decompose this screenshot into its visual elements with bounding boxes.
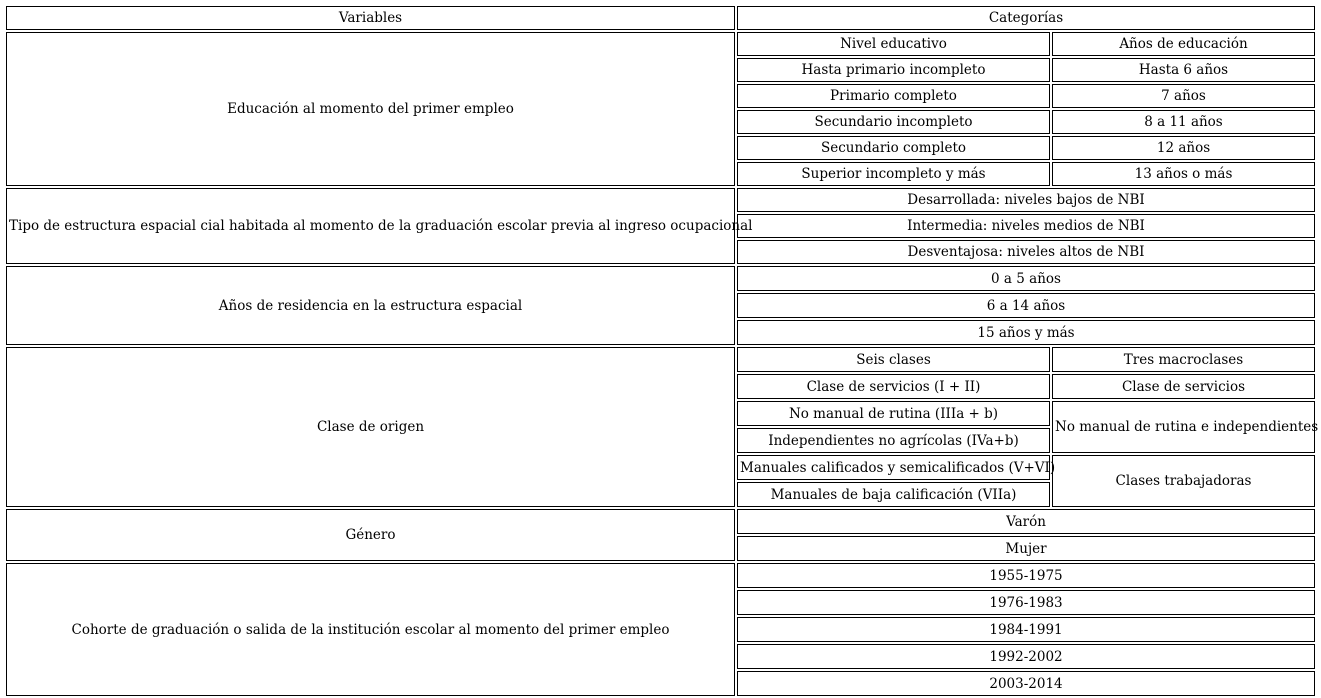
table-cell: 2003-2014 bbox=[737, 671, 1315, 696]
table-cell: 1976-1983 bbox=[737, 590, 1315, 615]
table-cell: No manual de rutina (IIIa + b) bbox=[737, 401, 1050, 426]
table-cell: Secundario incompleto bbox=[737, 110, 1050, 134]
variable-clase: Clase de origen bbox=[6, 347, 735, 507]
table-cell: Mujer bbox=[737, 536, 1315, 561]
header-variables: Variables bbox=[6, 6, 735, 30]
variable-estructura: Tipo de estructura espacial cial habitada al momento de la graduación escolar previa al ingreso ocupacional bbox=[6, 188, 735, 264]
table-cell: 1984-1991 bbox=[737, 617, 1315, 642]
table-cell: Varón bbox=[737, 509, 1315, 534]
table-cell: Primario completo bbox=[737, 84, 1050, 108]
table-row bbox=[6, 266, 1315, 291]
variable-genero: Género bbox=[6, 509, 735, 561]
table-cell: Desarrollada: niveles bajos de NBI bbox=[737, 188, 1315, 212]
table-cell: Intermedia: niveles medios de NBI bbox=[737, 214, 1315, 238]
variables-table bbox=[4, 4, 1317, 698]
table-cell: 1992-2002 bbox=[737, 644, 1315, 669]
table-cell: Secundario completo bbox=[737, 136, 1050, 160]
table-cell: Superior incompleto y más bbox=[737, 162, 1050, 186]
subheader-tres-macroclases: Tres macroclases bbox=[1052, 347, 1315, 372]
table-row bbox=[6, 32, 1315, 56]
table-row bbox=[6, 347, 1315, 372]
table-cell: 13 años o más bbox=[1052, 162, 1315, 186]
table-cell: Hasta 6 años bbox=[1052, 58, 1315, 82]
table-cell: Manuales de baja calificación (VIIa) bbox=[737, 482, 1050, 507]
table-cell: Hasta primario incompleto bbox=[737, 58, 1050, 82]
table-cell: 8 a 11 años bbox=[1052, 110, 1315, 134]
table-cell: Desventajosa: niveles altos de NBI bbox=[737, 240, 1315, 264]
table-cell: Clase de servicios bbox=[1052, 374, 1315, 399]
table-cell: 12 años bbox=[1052, 136, 1315, 160]
variable-residencia: Años de residencia en la estructura espacial bbox=[6, 266, 735, 345]
variable-cohorte: Cohorte de graduación o salida de la institución escolar al momento del primer empleo bbox=[6, 563, 735, 696]
header-row bbox=[6, 6, 1315, 30]
table-cell: 0 a 5 años bbox=[737, 266, 1315, 291]
subheader-anos-educacion: Años de educación bbox=[1052, 32, 1315, 56]
table-cell: No manual de rutina e independientes bbox=[1052, 401, 1315, 453]
table-cell: 6 a 14 años bbox=[737, 293, 1315, 318]
table-row bbox=[6, 509, 1315, 534]
table-cell: Manuales calificados y semicalificados (V+VI) bbox=[737, 455, 1050, 480]
variable-educacion: Educación al momento del primer empleo bbox=[6, 32, 735, 186]
table-row bbox=[6, 188, 1315, 212]
subheader-nivel-educativo: Nivel educativo bbox=[737, 32, 1050, 56]
table-row bbox=[6, 563, 1315, 588]
table-cell: Independientes no agrícolas (IVa+b) bbox=[737, 428, 1050, 453]
table-cell: 15 años y más bbox=[737, 320, 1315, 345]
table-cell: Clases trabajadoras bbox=[1052, 455, 1315, 507]
table-cell: Clase de servicios (I + II) bbox=[737, 374, 1050, 399]
subheader-seis-clases: Seis clases bbox=[737, 347, 1050, 372]
header-categorias: Categorías bbox=[737, 6, 1315, 30]
table-cell: 7 años bbox=[1052, 84, 1315, 108]
table-cell: 1955-1975 bbox=[737, 563, 1315, 588]
